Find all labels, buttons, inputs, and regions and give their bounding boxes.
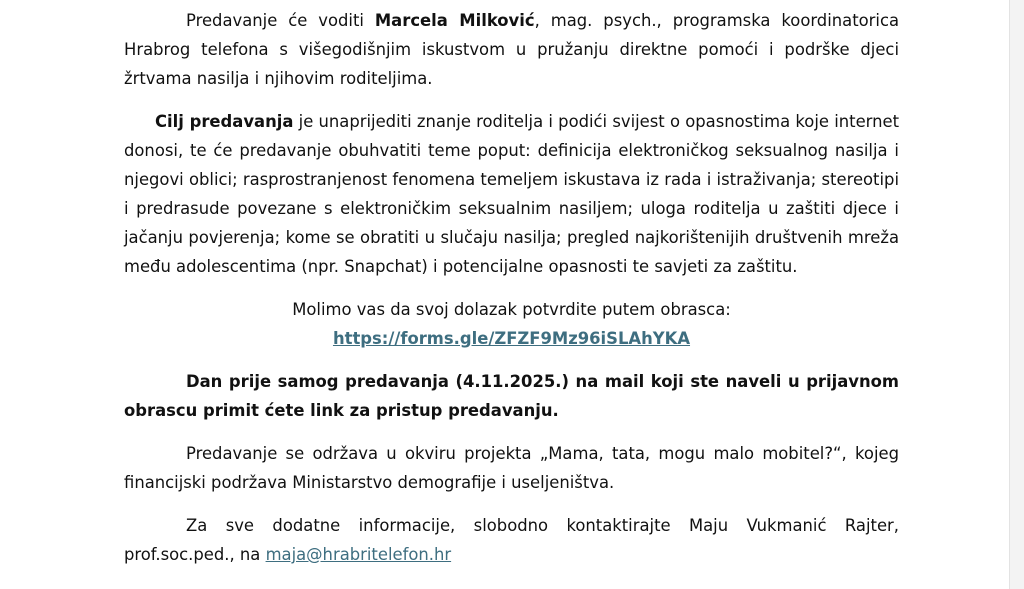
paragraph-lecturer-pre: Predavanje će voditi	[186, 11, 375, 30]
contact-text: Za sve dodatne informacije, slobodno kontaktirajte Maju Vukmanić Rajter, prof.soc.ped., na	[124, 516, 899, 564]
goal-lead: Cilj predavanja	[155, 112, 294, 131]
goal-text: je unaprijediti znanje roditelja i podići svijest o opasnostima koje internet donosi, te će predavanje obuhvatiti teme poput: definicija elektroničkog seksualnog nasilja i njegovi oblici; rasprostranjenost fenomena temeljem iskustava iz rada i istraživanja; stereotipi i predrasude povezane s elektroničkim seksualnim nasiljem; uloga roditelja u zaštiti djece i jačanju povjerenja; kome se obratiti u slučaju nasilja; pregled najkorištenijih društvenih mreža među adolescentima (npr. Snapchat) i potencijalne opasnosti te savjeti za zaštitu.	[124, 112, 899, 276]
paragraph-access-link: Dan prije samog predavanja (4.11.2025.) na mail koji ste naveli u prijavnom obrascu primit ćete link za pristup predavanju.	[124, 372, 899, 420]
confirm-link-line	[124, 324, 899, 353]
form-link[interactable]: https://forms.gle/ZFZF9Mz96iSLAhYKA	[332, 329, 691, 348]
scrollbar-track[interactable]	[1009, 0, 1024, 589]
lecturer-name: Marcela Milković	[374, 11, 535, 30]
confirm-block	[124, 295, 899, 353]
document-body	[124, 6, 899, 569]
paragraph-contact	[124, 511, 899, 569]
contact-email-link[interactable]: maja@hrabritelefon.hr	[265, 545, 452, 564]
paragraph-project: Predavanje se održava u okviru projekta „Mama, tata, mogu malo mobitel?“, kojeg financijski podržava Ministarstvo demografije i useljeništva.	[124, 444, 899, 492]
confirm-text: Molimo vas da svoj dolazak potvrdite putem obrasca:	[292, 300, 731, 319]
paragraph-lecturer	[124, 6, 899, 93]
paragraph-goal	[124, 107, 899, 281]
paragraph-lecturer-post: , mag. psych., programska koordinatorica Hrabrog telefona s višegodišnjim iskustvom u pružanju direktne pomoći i podrške djeci žrtvama nasilja i njihovim roditeljima.	[124, 11, 900, 88]
